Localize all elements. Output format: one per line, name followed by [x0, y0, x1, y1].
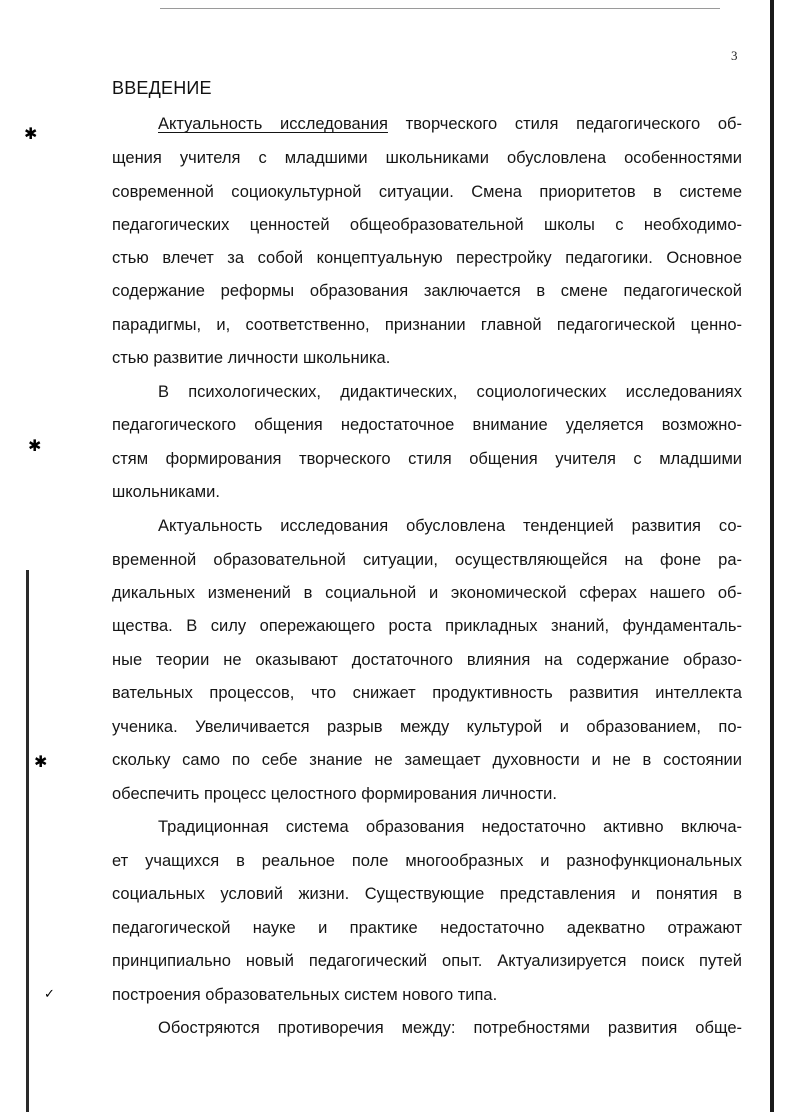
- paragraph-line: стям формирования творческого стиля общения учителя с младшими: [112, 450, 742, 468]
- paragraph-line: школьниками.: [112, 483, 220, 501]
- paragraph-line: ные теории не оказывают достаточного влияния на содержание образо-: [112, 651, 742, 669]
- paragraph-line: обеспечить процесс целостного формирования личности.: [112, 785, 557, 803]
- paragraph-line: Обостряются противоречия между: потребностями развития обще-: [158, 1019, 742, 1037]
- section-heading: ВВЕДЕНИЕ: [112, 78, 212, 98]
- margin-mark: ✱: [28, 438, 42, 455]
- margin-mark: ✱: [34, 754, 48, 771]
- paragraph-line: Актуальность исследования творческого стиля педагогического об-: [158, 115, 742, 133]
- page-number: 3: [731, 48, 738, 63]
- paragraph-line: скольку само по себе знание не замещает духовности и не в состоянии: [112, 751, 742, 769]
- scan-edge-right: [770, 0, 774, 1112]
- paragraph-line: стью влечет за собой концептуальную перестройку педагогики. Основное: [112, 249, 742, 267]
- paragraph-line: ет учащихся в реальное поле многообразных и разнофункциональных: [112, 852, 742, 870]
- paragraph-line: В психологических, дидактических, социологических исследованиях: [158, 383, 742, 401]
- paragraph-line: педагогических ценностей общеобразовательной школы с необходимо-: [112, 216, 742, 234]
- paragraph-line: содержание реформы образования заключается в смене педагогической: [112, 282, 742, 300]
- paragraph-line: вательных процессов, что снижает продуктивность развития интеллекта: [112, 684, 742, 702]
- scan-top-line: [160, 8, 720, 9]
- margin-mark: ✓: [44, 986, 55, 1001]
- paragraph-line: педагогического общения недостаточное внимание уделяется возможно-: [112, 416, 742, 434]
- paragraph-line: дикальных изменений в социальной и экономической сферах нашего об-: [112, 584, 742, 602]
- paragraph-line: принципиально новый педагогический опыт. Актуализируется поиск путей: [112, 952, 742, 970]
- scan-edge-left: [26, 570, 29, 1112]
- paragraph-line: стью развитие личности школьника.: [112, 349, 391, 367]
- paragraph-line: временной образовательной ситуации, осуществляющейся на фоне ра-: [112, 551, 742, 569]
- paragraph-line: щения учителя с младшими школьниками обусловлена особенностями: [112, 149, 742, 167]
- paragraph-line: педагогической науке и практике недостаточно адекватно отражают: [112, 919, 742, 937]
- margin-mark: ✱: [24, 126, 38, 143]
- paragraph-line: социальных условий жизни. Существующие представления и понятия в: [112, 885, 742, 903]
- paragraph-line: Актуальность исследования обусловлена тенденцией развития со-: [158, 517, 742, 535]
- paragraph-line: ученика. Увеличивается разрыв между культурой и образованием, по-: [112, 718, 742, 736]
- paragraph-line: щества. В силу опережающего роста прикладных знаний, фундаменталь-: [112, 617, 742, 635]
- paragraph-line: Традиционная система образования недостаточно активно включа-: [158, 818, 742, 836]
- paragraph-line: современной социокультурной ситуации. Смена приоритетов в системе: [112, 183, 742, 201]
- paragraph-line: построения образовательных систем нового типа.: [112, 986, 498, 1004]
- paragraph-line: парадигмы, и, соответственно, признании главной педагогической ценно-: [112, 316, 742, 334]
- underlined-term: Актуальность исследования: [158, 115, 388, 133]
